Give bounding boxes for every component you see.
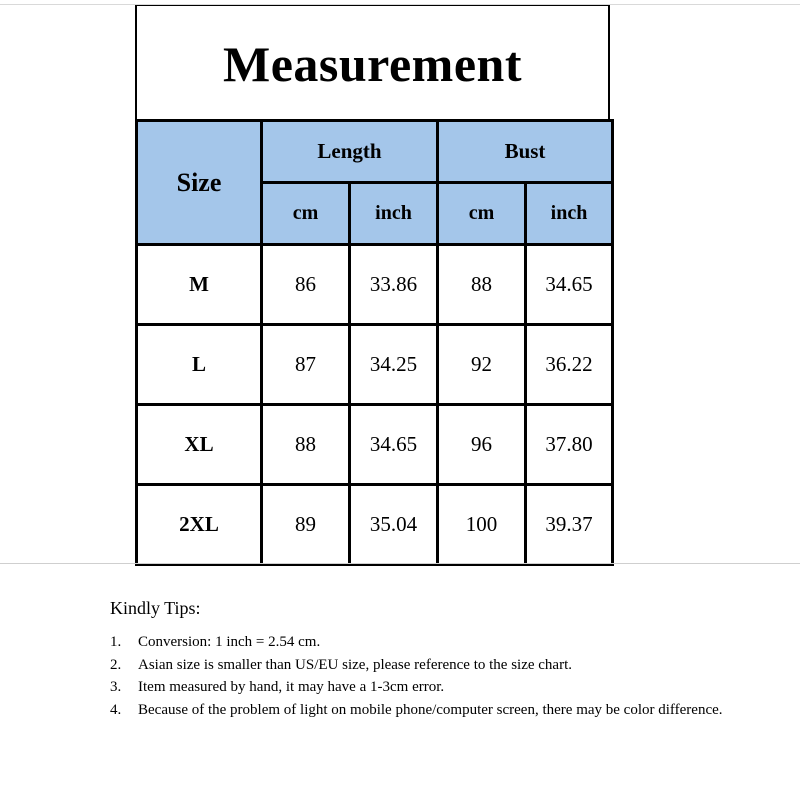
table-row — [137, 405, 613, 485]
title-box — [135, 5, 610, 120]
unit-header: inch — [526, 183, 613, 245]
length-cm-cell: 88 — [262, 405, 350, 485]
bust-inch-cell: 39.37 — [526, 485, 613, 565]
bust-header: Bust — [438, 121, 613, 183]
bust-cm-cell: 100 — [438, 485, 526, 565]
table-row — [137, 325, 613, 405]
bust-inch-cell: 34.65 — [526, 245, 613, 325]
length-inch-cell: 34.65 — [350, 405, 438, 485]
size-label: 2XL — [137, 485, 262, 565]
size-header: Size — [137, 121, 262, 245]
unit-header: cm — [262, 183, 350, 245]
tip-text: Item measured by hand, it may have a 1-3cm error. — [138, 679, 445, 695]
length-inch-cell: 33.86 — [350, 245, 438, 325]
length-inch-cell: 34.25 — [350, 325, 438, 405]
section-divider — [0, 563, 800, 564]
tips-list — [110, 631, 770, 721]
tip-number: 2. — [110, 656, 122, 673]
length-cm-cell: 87 — [262, 325, 350, 405]
size-label: XL — [137, 405, 262, 485]
tip-number: 4. — [110, 701, 122, 718]
unit-header: inch — [350, 183, 438, 245]
table-row — [137, 485, 613, 565]
table-header-row — [137, 121, 613, 183]
table-row — [137, 245, 613, 325]
length-cm-cell: 89 — [262, 485, 350, 565]
list-item — [110, 631, 770, 654]
tip-text: Because of the problem of light on mobile phone/computer screen, there may be color difference. — [138, 701, 723, 718]
tip-number: 3. — [110, 679, 122, 695]
tip-text: Conversion: 1 inch = 2.54 cm. — [138, 634, 321, 650]
tip-number: 1. — [110, 634, 122, 650]
bust-inch-cell: 37.80 — [526, 405, 613, 485]
list-item — [110, 699, 770, 722]
bust-inch-cell: 36.22 — [526, 325, 613, 405]
size-chart-table — [135, 119, 614, 566]
bust-cm-cell: 96 — [438, 405, 526, 485]
size-label: L — [137, 325, 262, 405]
page-title: Measurement — [223, 36, 522, 92]
bust-cm-cell: 92 — [438, 325, 526, 405]
tips-title: Kindly Tips: — [110, 598, 201, 618]
list-item — [110, 676, 770, 699]
tip-text: Asian size is smaller than US/EU size, please reference to the size chart. — [138, 656, 572, 673]
length-inch-cell: 35.04 — [350, 485, 438, 565]
size-label: M — [137, 245, 262, 325]
bust-cm-cell: 88 — [438, 245, 526, 325]
length-header: Length — [262, 121, 438, 183]
length-cm-cell: 86 — [262, 245, 350, 325]
tips-section — [110, 598, 770, 721]
unit-header: cm — [438, 183, 526, 245]
list-item — [110, 654, 770, 677]
